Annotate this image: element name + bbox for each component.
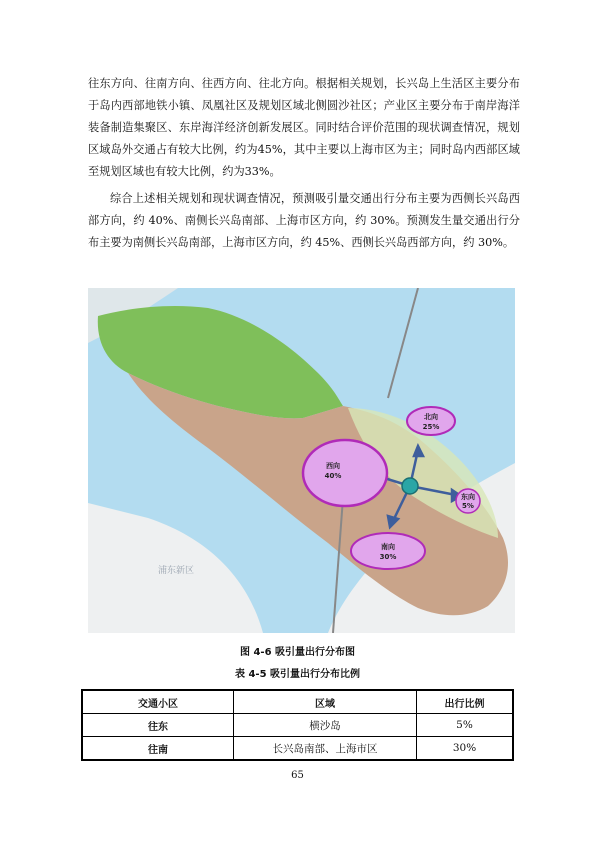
map-label-pudong: 浦东新区 [158, 566, 195, 576]
row-2-ratio: 30% [417, 737, 514, 761]
header-ratio: 出行比例 [417, 690, 514, 714]
body-paragraph-2: 综合上述相关规划和现状调查情况，预测吸引量交通出行分布主要为西侧长兴岛西部方向，约 40%、南侧长兴岛南部、上海市区方向，约 30%。预测发生量交通出行分布主要为南侧长兴岛南部，上海市区方向，约 45%、西侧长兴岛西部方向，约 30%。 [88, 192, 520, 249]
bubble-east-name: 东向 [461, 493, 475, 501]
table-row [82, 737, 513, 761]
header-area: 区域 [234, 690, 417, 714]
bubble-west-name: 西向 [326, 462, 340, 470]
row-1-zone: 往东 [82, 714, 234, 737]
bubble-south [351, 533, 425, 569]
page-number: 65 [291, 770, 304, 781]
center-point [402, 478, 418, 494]
distribution-table [81, 689, 514, 761]
bubble-west-pct: 40% [324, 472, 342, 480]
bubble-north [407, 407, 455, 435]
row-2-zone: 往南 [82, 737, 234, 761]
bubble-south-name: 南向 [381, 543, 395, 551]
bubble-north-name: 北向 [424, 413, 438, 421]
table-caption: 表 4-5 吸引量出行分布比例 [234, 669, 361, 680]
trip-distribution-map [88, 288, 515, 633]
table-row [82, 714, 513, 737]
figure-caption: 图 4-6 吸引量出行分布图 [239, 647, 356, 658]
bubble-south-pct: 30% [379, 553, 397, 561]
row-2-area: 长兴岛南部、上海市区 [234, 737, 417, 761]
bubble-east [456, 489, 480, 513]
row-1-ratio: 5% [417, 714, 514, 737]
body-paragraph-1: 往东方向、往南方向、往西方向、往北方向。根据相关规划，长兴岛上生活区主要分布于岛内西部地铁小镇、凤凰社区及规划区域北侧圆沙社区；产业区主要分布于南岸海洋装备制造集聚区、东岸海洋经济创新发展区。同时结合评价范围的现状调查情况，规划区域岛外交通占有较大比例，约为45%，其中主要以上海市区为主；同时岛内西部区域至规划区域也有较大比例，约为33%。 [88, 77, 520, 178]
table-header-row [82, 690, 513, 714]
bubble-north-pct: 25% [422, 423, 440, 431]
row-1-area: 横沙岛 [234, 714, 417, 737]
header-zone: 交通小区 [82, 690, 234, 714]
bubble-east-pct: 5% [462, 502, 474, 510]
bubble-west [303, 440, 387, 506]
